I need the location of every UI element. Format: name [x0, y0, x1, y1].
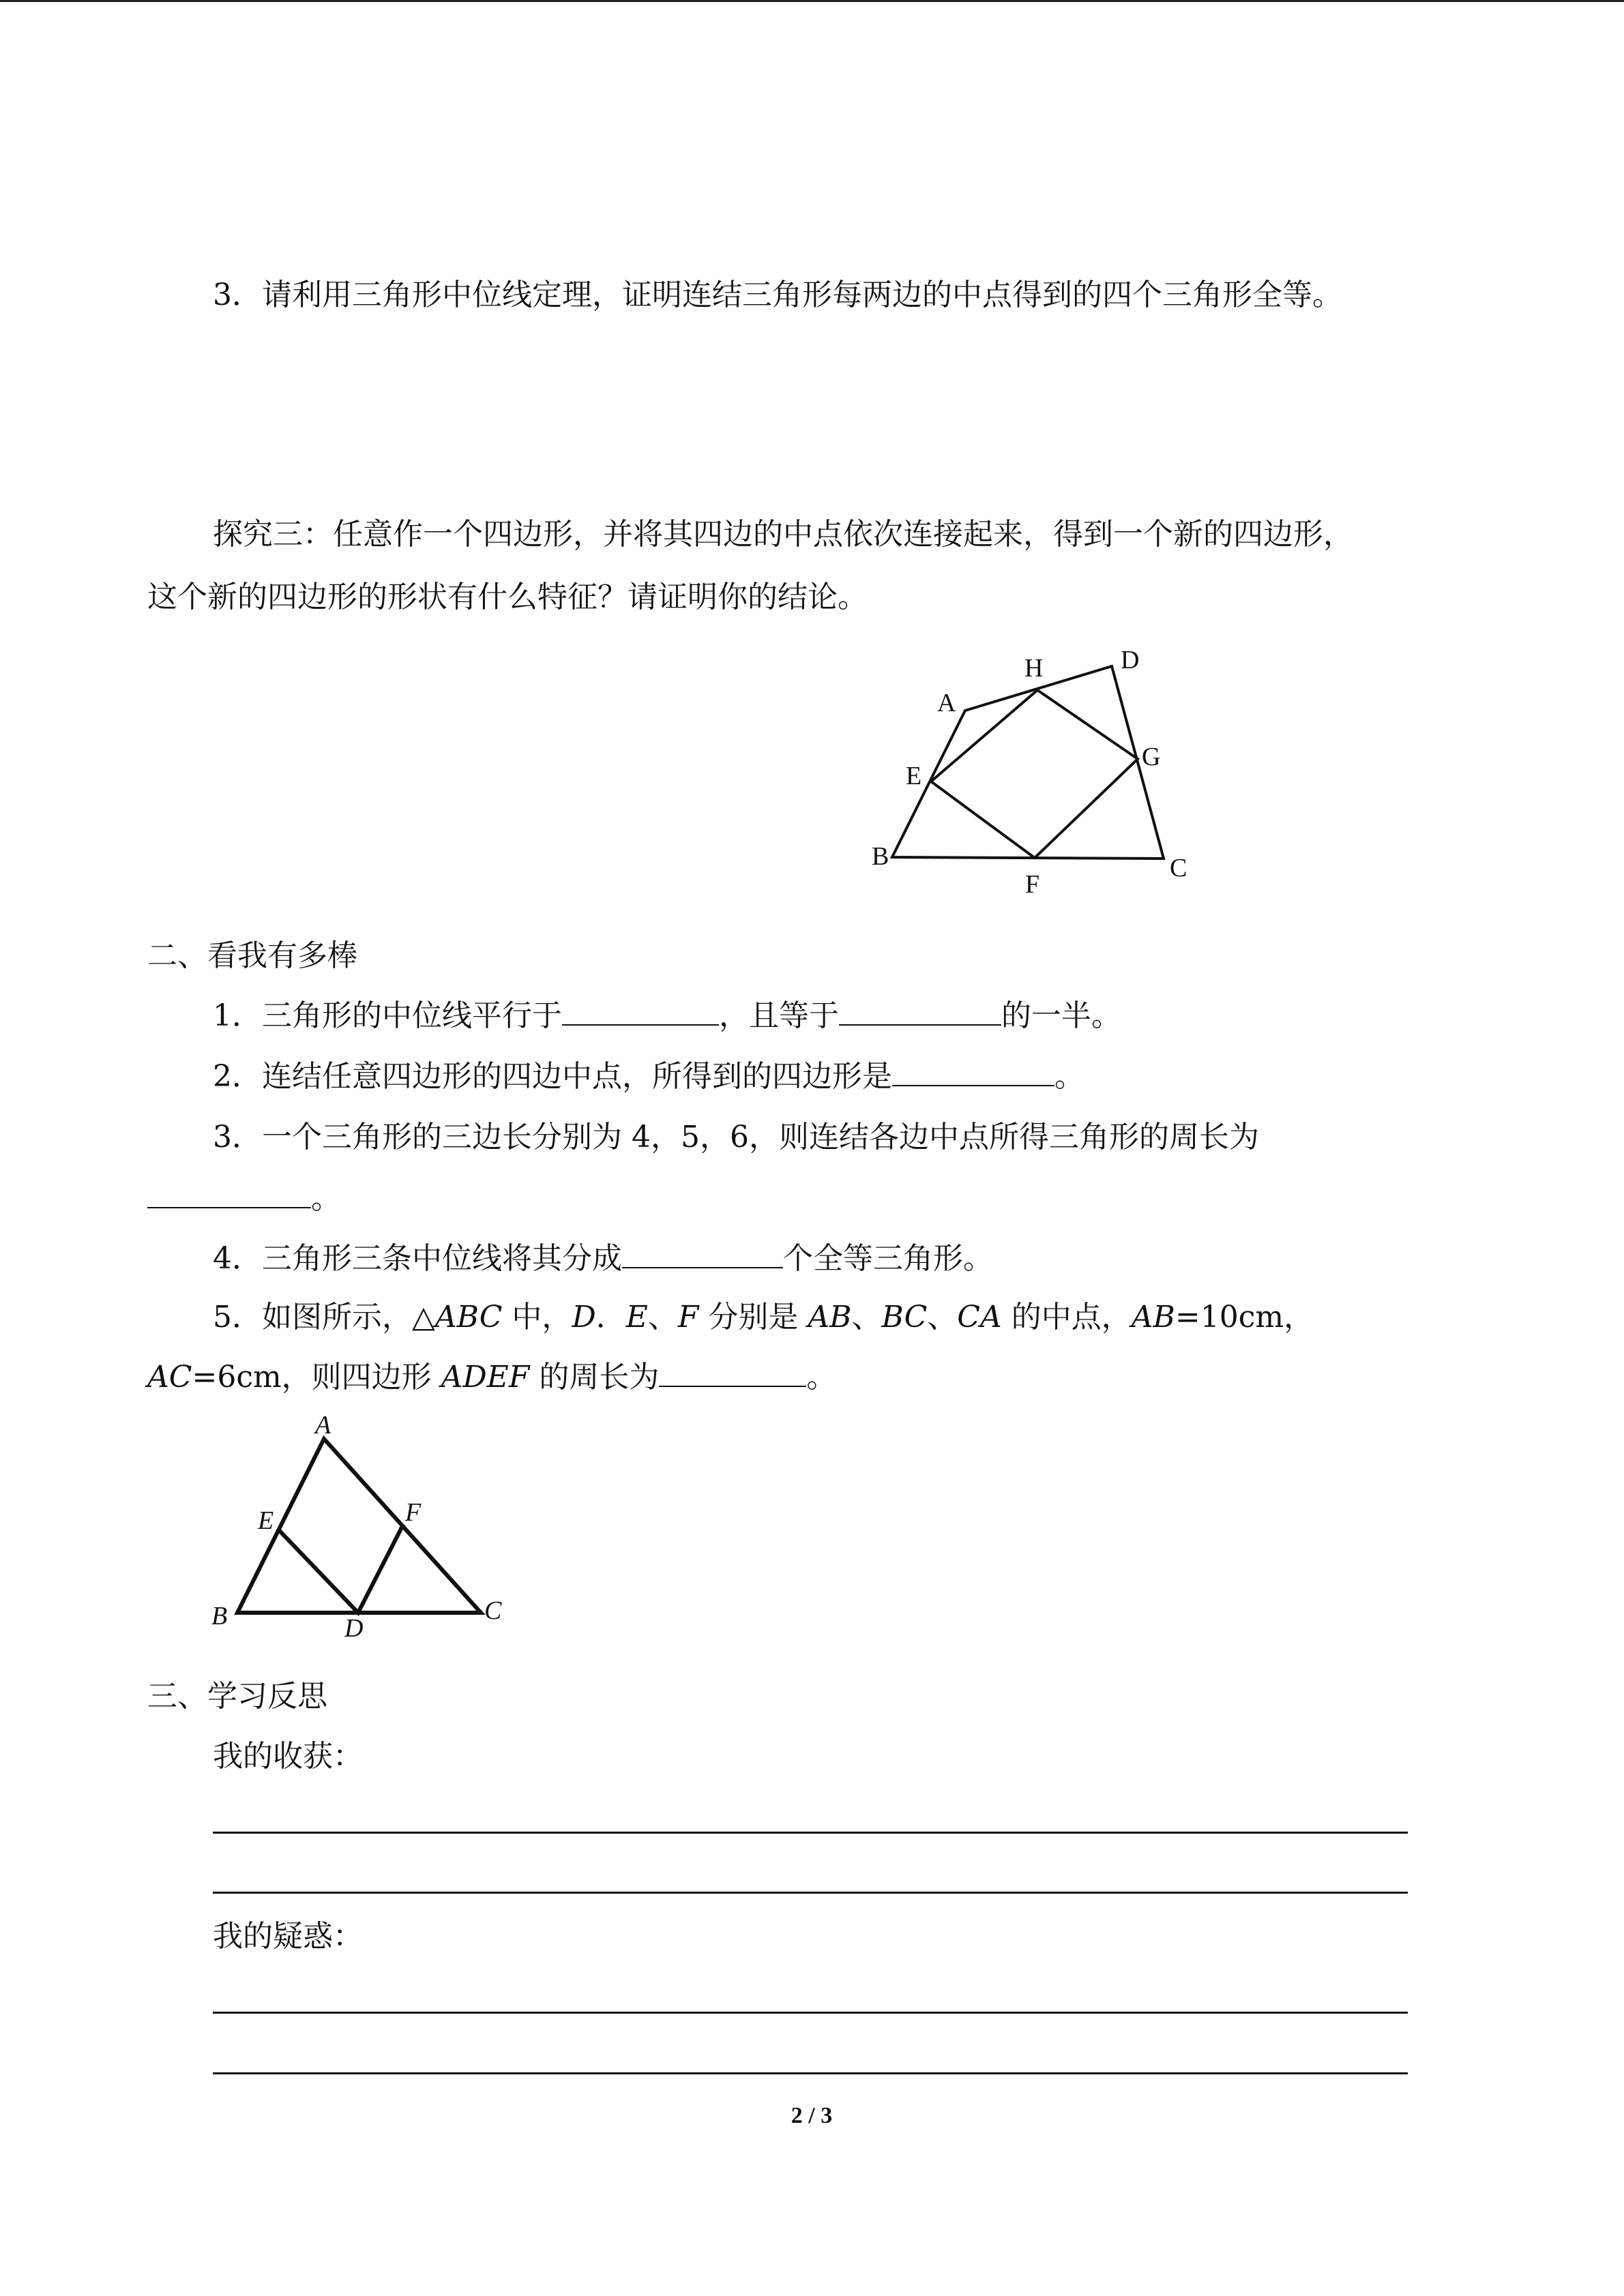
q5-abc: ABC: [434, 1300, 503, 1335]
section2-heading: 二、看我有多棒: [147, 938, 357, 973]
q4-text-a: 4．三角形三条中位线将其分成: [213, 1241, 622, 1276]
tri-label-b: B: [211, 1602, 228, 1630]
exercise-3-text: 3．请利用三角形中位线定理，证明连结三角形每两边的中点得到的四个三角形全等。: [213, 278, 1342, 312]
q5-e: E: [625, 1300, 648, 1335]
q5-part: 中，: [502, 1300, 572, 1335]
explore3-line1: 探究三：任意作一个四边形，并将其四边的中点依次连接起来，得到一个新的四边形，: [213, 517, 1353, 552]
doubt-line-1[interactable]: [213, 2012, 1408, 2014]
segments-edf: [280, 1526, 402, 1613]
q5-part: =6cm，则四边形: [192, 1360, 441, 1395]
q5-part: 、: [647, 1300, 678, 1335]
q5-bc: BC: [881, 1300, 928, 1335]
q5-ab2: AB: [1131, 1300, 1175, 1335]
tri-label-d: D: [344, 1614, 364, 1643]
tri-label-a: A: [315, 1411, 331, 1440]
tri-label-c: C: [484, 1596, 502, 1625]
q3-text-b: 。: [311, 1181, 341, 1216]
quad-label-f: F: [1025, 870, 1040, 899]
gain-line-1[interactable]: [213, 1832, 1408, 1834]
tri-label-e: E: [258, 1506, 274, 1535]
q1-text-b: ，且等于: [719, 998, 839, 1033]
quad-label-a: A: [937, 689, 956, 717]
gain-line-2[interactable]: [213, 1892, 1408, 1894]
page-number: 2 / 3: [791, 2103, 833, 2128]
doubt-label: 我的疑惑：: [213, 1919, 363, 1954]
q5-adef: ADEF: [441, 1360, 530, 1395]
q5-part: 分别是: [698, 1300, 808, 1335]
q5-part: 、: [927, 1300, 958, 1335]
q5-part: 5．如图所示，△: [213, 1300, 435, 1335]
q5-d: D: [572, 1300, 596, 1335]
quad-label-h: H: [1024, 654, 1044, 683]
q5-part: =10cm，: [1175, 1300, 1314, 1335]
q4-text-b: 个全等三角形。: [783, 1241, 993, 1276]
q5-part: 。: [806, 1360, 837, 1395]
quad-label-c: C: [1170, 854, 1187, 882]
q5-ca: CA: [957, 1300, 1002, 1335]
explore3-line2: 这个新的四边形的形状有什么特征？请证明你的结论。: [147, 580, 868, 614]
q5-ac: AC: [147, 1360, 192, 1395]
gain-label: 我的收获：: [213, 1739, 363, 1774]
question-3: 3．一个三角形的三边长分别为 4，5，6，则连结各边中点所得三角形的周长为: [213, 1120, 1259, 1154]
q2-text-a: 2．连结任意四边形的四边中点，所得到的四边形是: [213, 1059, 892, 1094]
q5-part: 的中点，: [1001, 1300, 1132, 1335]
q5-part: 、: [851, 1300, 882, 1335]
quad-label-g: G: [1142, 743, 1161, 771]
quad-label-e: E: [906, 762, 922, 790]
q1-text-a: 1．三角形的中位线平行于: [213, 998, 562, 1033]
tri-label-f: F: [405, 1498, 422, 1527]
quad-label-d: D: [1121, 646, 1140, 674]
q5-part: 的周长为: [529, 1360, 660, 1395]
section3-heading: 三、学习反思: [147, 1679, 327, 1714]
quad-label-b: B: [872, 842, 889, 871]
q5-ab: AB: [808, 1300, 852, 1335]
triangle-abc: [237, 1439, 481, 1613]
q2-text-b: 。: [1054, 1059, 1084, 1094]
q5-f: F: [677, 1300, 699, 1335]
q5-part: ．: [595, 1300, 626, 1335]
q1-text-c: 的一半。: [1001, 998, 1121, 1033]
doubt-line-2[interactable]: [213, 2072, 1408, 2074]
